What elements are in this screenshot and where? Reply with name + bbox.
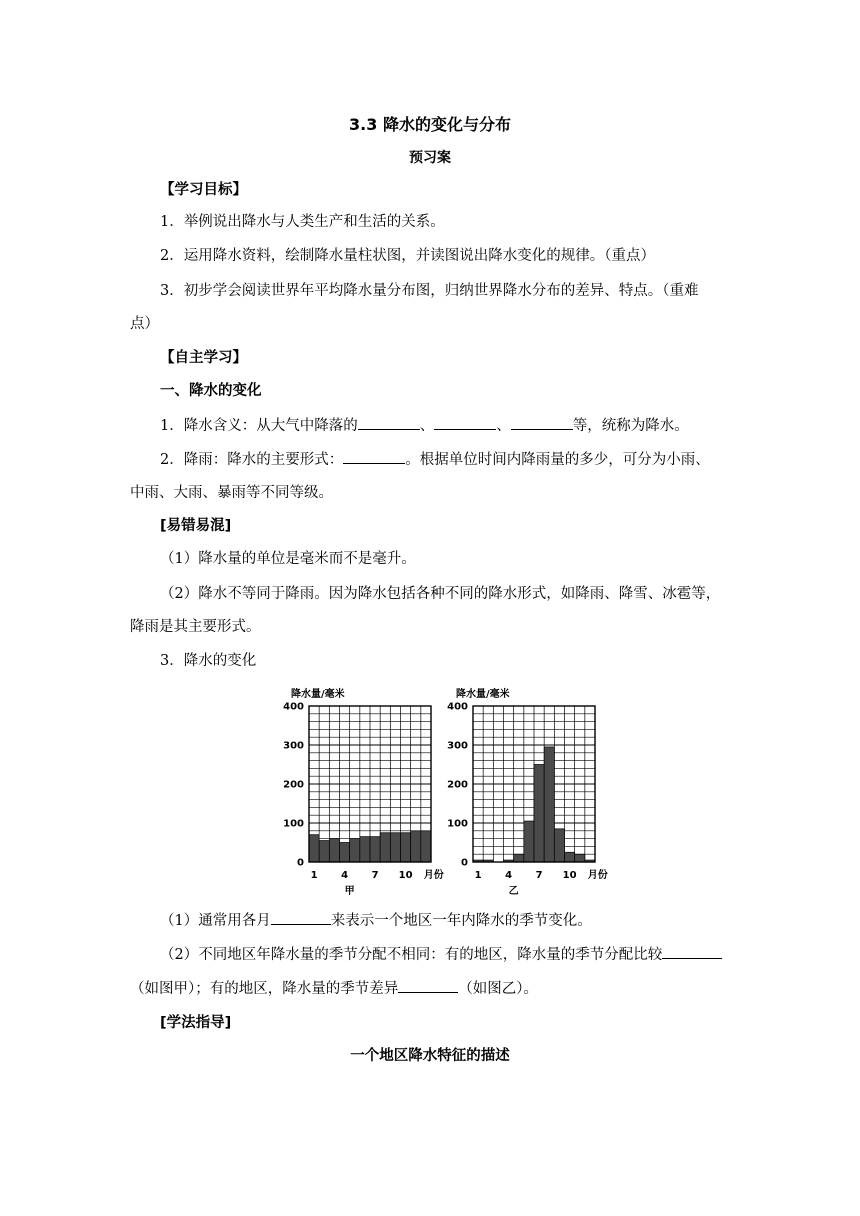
section-goals-heading: 【学习目标】 xyxy=(160,182,247,198)
answer-blank[interactable] xyxy=(662,944,722,959)
question-1-prefix: （1）通常用各月 xyxy=(160,913,271,929)
method-heading: [学法指导] xyxy=(160,1015,232,1031)
x-tick-label: 10 xyxy=(398,870,413,881)
y-axis-label: 降水量/毫米 xyxy=(456,689,510,700)
question-1 xyxy=(160,910,592,931)
y-tick-label: 0 xyxy=(297,857,304,869)
definition-prefix: 1．降水含义：从大气中降落的 xyxy=(160,418,358,434)
bar xyxy=(319,841,329,862)
y-axis-label: 降水量/毫米 xyxy=(291,689,345,700)
part-1-heading: 一、降水的变化 xyxy=(160,383,262,399)
method-title: 一个地区降水特征的描述 xyxy=(350,1048,510,1064)
doc-title: 3.3 降水的变化与分布 xyxy=(349,115,511,134)
bar xyxy=(390,833,400,862)
rain-line-2: 中雨、大雨、暴雨等不同等级。 xyxy=(130,485,333,501)
bar xyxy=(340,843,350,863)
definition-separator: 、 xyxy=(419,418,435,434)
bar xyxy=(380,833,390,862)
question-1-suffix: 来表示一个地区一年内降水的季节变化。 xyxy=(330,913,592,929)
question-2-line2-prefix: （如图甲）；有的地区，降水量的季节差异 xyxy=(130,981,399,997)
x-axis-label: 月份 xyxy=(423,870,444,881)
chart-caption: 甲 xyxy=(344,886,355,897)
tip-1: （1）降水量的单位是毫米而不是毫升。 xyxy=(160,551,416,567)
goal-1: 1．举例说出降水与人类生产和生活的关系。 xyxy=(160,214,445,230)
question-2-line2 xyxy=(130,978,538,999)
chart-caption: 乙 xyxy=(508,886,519,897)
bar xyxy=(411,831,421,862)
y-tick-label: 0 xyxy=(461,857,468,869)
x-tick-label: 1 xyxy=(310,870,318,881)
bar xyxy=(370,837,380,862)
section-self-study-heading: 【自主学习】 xyxy=(160,350,247,366)
item-3-heading: 3．降水的变化 xyxy=(160,653,257,669)
rain-suffix: 。根据单位时间内降雨量的多少，可分为小雨、 xyxy=(405,452,710,468)
tip-2-line2: 降雨是其主要形式。 xyxy=(130,619,261,635)
definition-suffix: 等，统称为降水。 xyxy=(572,418,689,434)
goal-3-line1: 3．初步学会阅读世界年平均降水量分布图，归纳世界降水分布的差异、特点。（重难 xyxy=(160,283,699,299)
bar xyxy=(575,854,585,862)
bar xyxy=(421,831,431,862)
bar xyxy=(329,839,339,862)
y-tick-label: 300 xyxy=(447,740,468,752)
question-2-line2-suffix: （如图乙）。 xyxy=(458,981,538,997)
y-tick-label: 400 xyxy=(447,701,468,713)
bar xyxy=(544,747,554,862)
y-tick-label: 400 xyxy=(283,701,304,713)
doc-subtitle: 预习案 xyxy=(409,150,451,166)
question-2-line1 xyxy=(160,944,722,965)
y-tick-label: 200 xyxy=(447,779,468,791)
x-tick-label: 4 xyxy=(505,870,513,881)
bar xyxy=(360,837,370,862)
definition-separator: 、 xyxy=(496,418,511,434)
goal-3-line2: 点） xyxy=(130,316,159,332)
bar xyxy=(554,829,564,862)
answer-blank[interactable] xyxy=(398,978,458,993)
x-tick-label: 7 xyxy=(371,870,379,881)
y-tick-label: 100 xyxy=(447,818,468,830)
y-tick-label: 200 xyxy=(283,779,304,791)
x-tick-label: 4 xyxy=(341,870,349,881)
bar xyxy=(514,854,524,862)
question-2-prefix: （2）不同地区年降水量的季节分配不相同：有的地区，降水量的季节分配比较 xyxy=(160,947,663,963)
tip-2-line1: （2）降水不等同于降雨。因为降水包括各种不同的降水形式，如降雨、降雪、冰雹等， xyxy=(160,586,721,602)
y-tick-label: 300 xyxy=(283,740,304,752)
x-tick-label: 10 xyxy=(562,870,577,881)
goal-2: 2．运用降水资料，绘制降水量柱状图，并读图说出降水变化的规律。（重点） xyxy=(160,248,655,264)
bar xyxy=(401,833,411,862)
bar xyxy=(524,821,534,862)
bar xyxy=(309,835,319,862)
x-axis-label: 月份 xyxy=(587,870,608,881)
x-tick-label: 1 xyxy=(474,870,482,881)
y-tick-label: 100 xyxy=(283,818,304,830)
x-tick-label: 7 xyxy=(535,870,543,881)
tip-heading: [易错易混] xyxy=(160,518,232,534)
rain-prefix: 2．降雨：降水的主要形式： xyxy=(160,452,344,468)
answer-blank[interactable] xyxy=(271,910,331,925)
bar xyxy=(534,765,544,863)
bar xyxy=(350,839,360,862)
bar xyxy=(565,852,575,862)
